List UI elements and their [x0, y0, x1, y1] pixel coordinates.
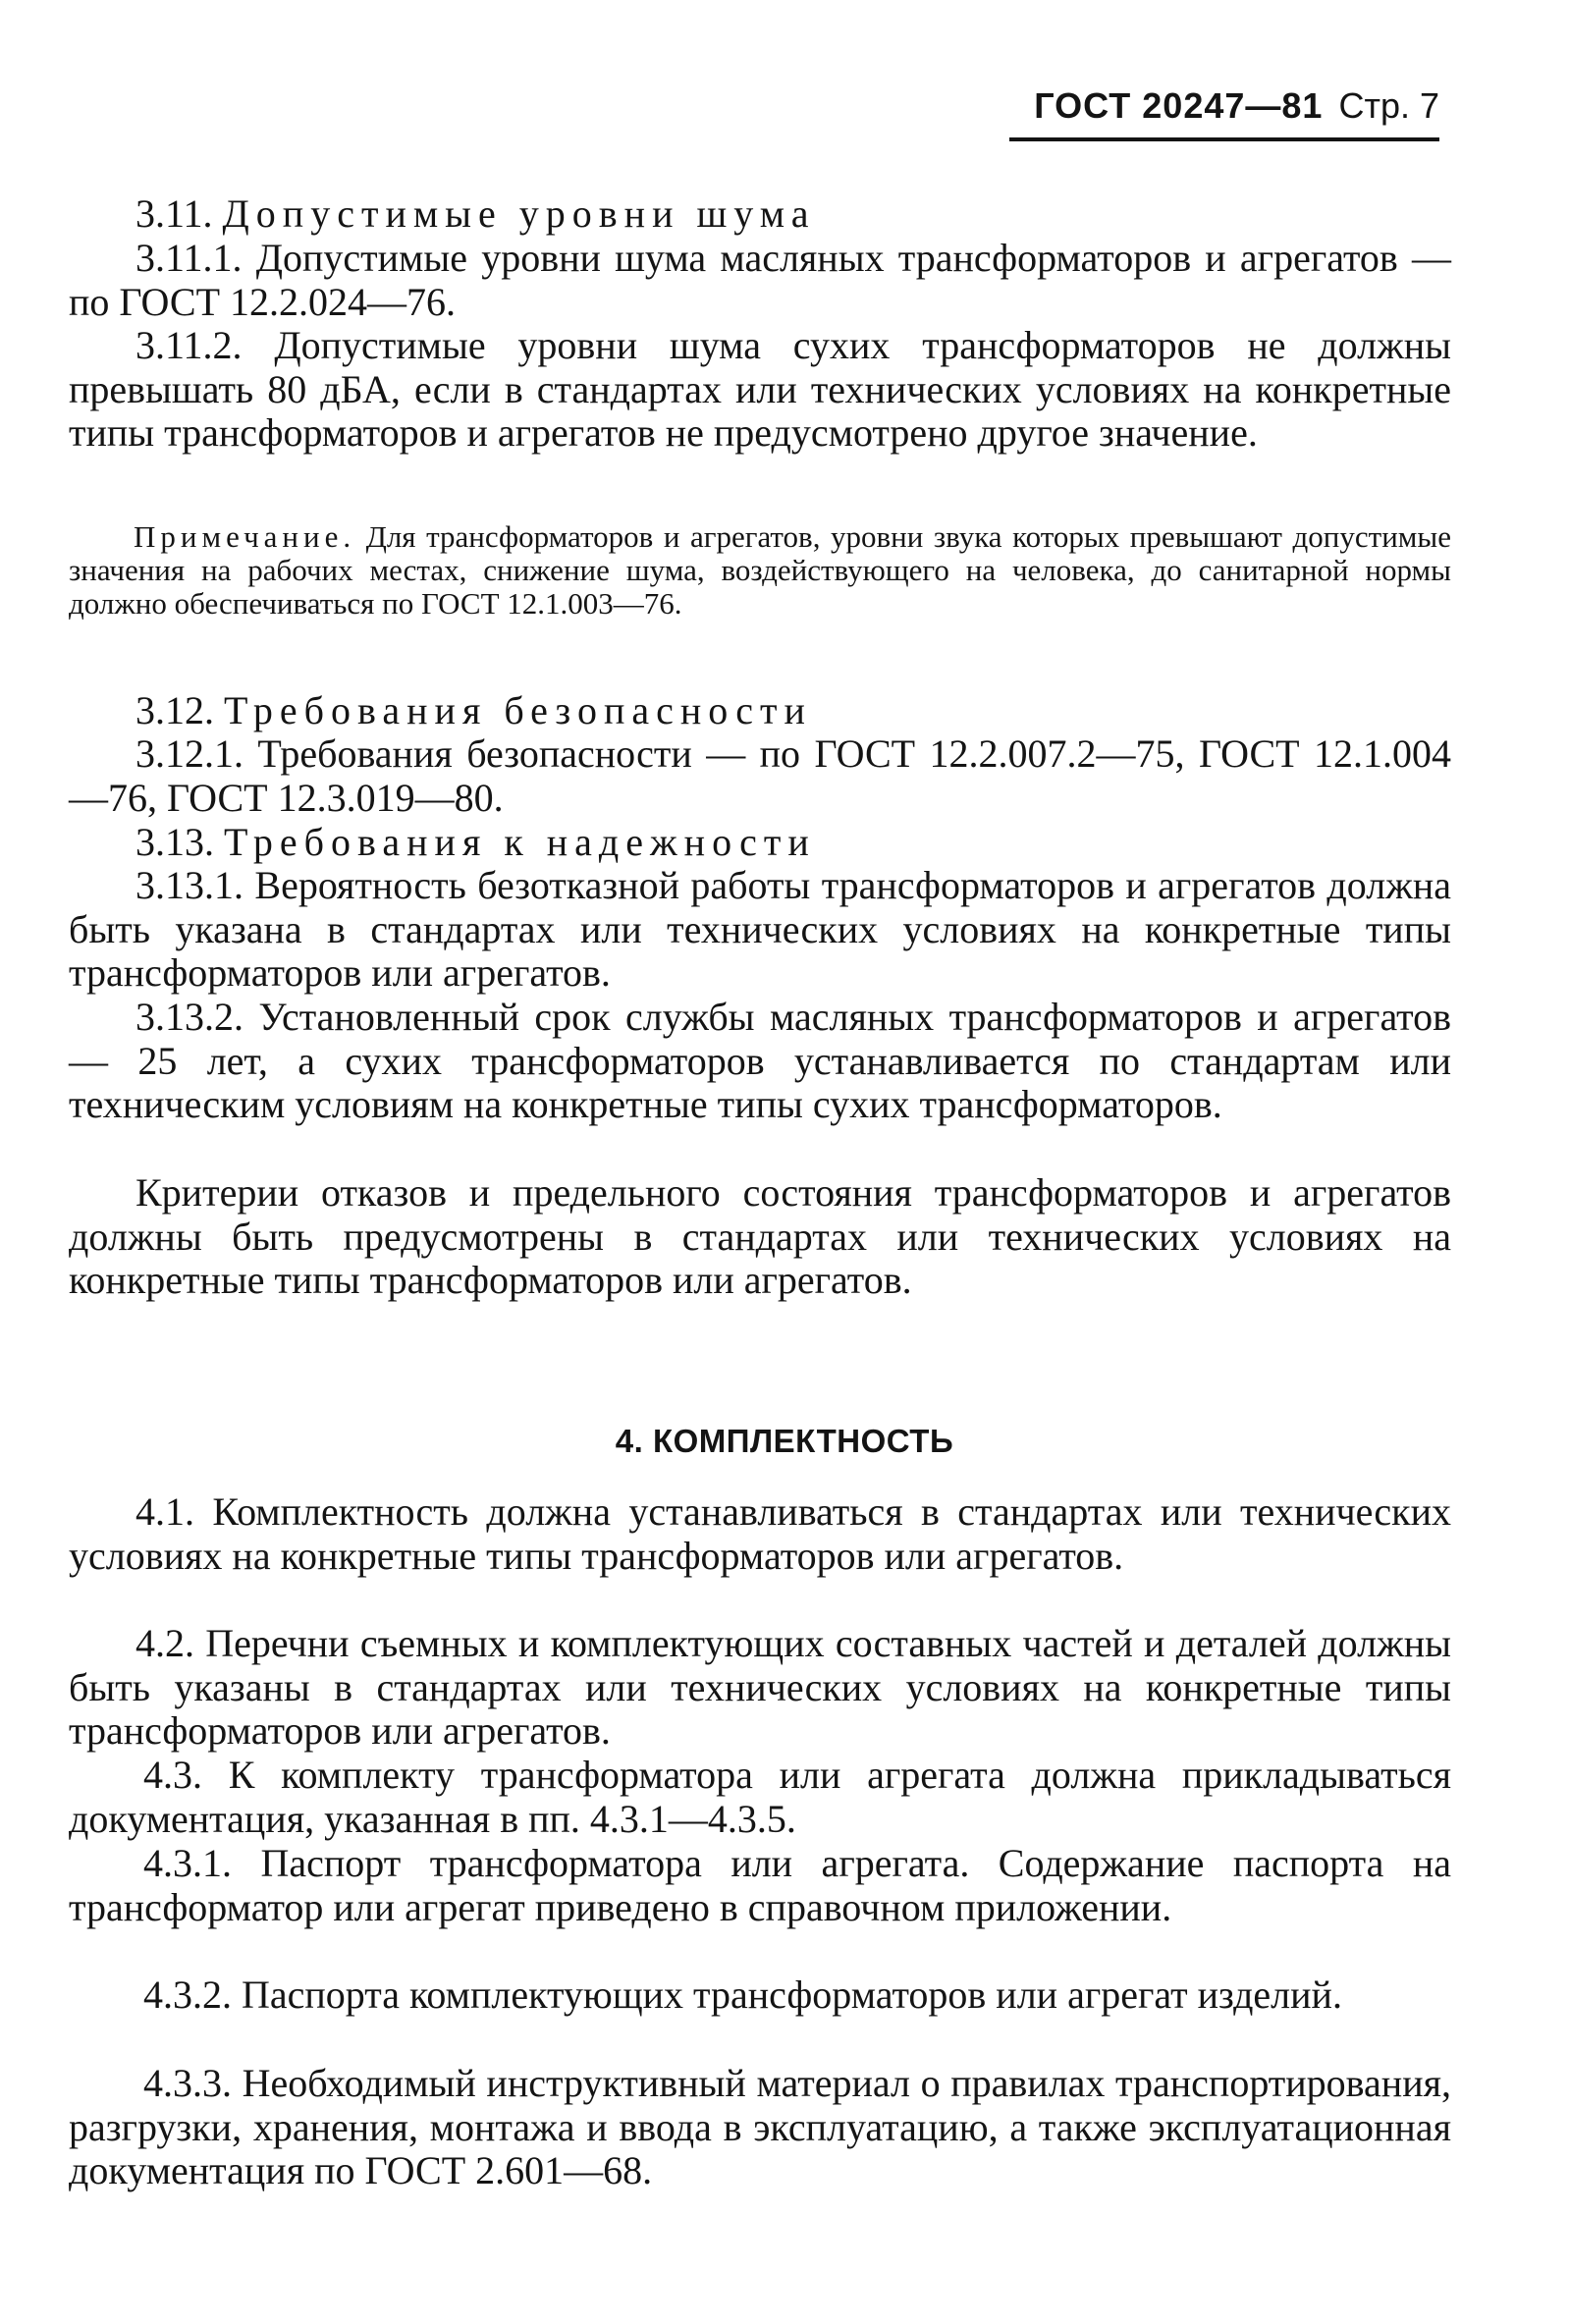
note: [69, 520, 1451, 621]
clause-4-3-1: 4.3.1. Паспорт трансформатора или агрегата. Содержание паспорта на трансформатор или агрегат приведено в справочном приложении.: [69, 1841, 1451, 1929]
clause-3-12-title: [69, 689, 1451, 733]
clause-4-3-2: 4.3.2. Паспорта комплектующих трансформаторов или агрегат изделий.: [143, 1973, 1342, 2017]
clause-3-11-1: 3.11.1. Допустимые уровни шума масляных трансформаторов и агрегатов — по ГОСТ 12.2.024—76.: [69, 236, 1451, 324]
header-rule: [1009, 137, 1439, 141]
clause-3-12-1: 3.12.1. Требования безопасности — по ГОСТ 12.2.007.2—75, ГОСТ 12.1.004—76, ГОСТ 12.3.019—80.: [69, 731, 1451, 820]
clause-number: 3.11.: [135, 191, 213, 236]
clause-title: Допустимые уровни шума: [222, 191, 816, 236]
clause-3-11-2: 3.11.2. Допустимые уровни шума сухих трансформаторов не должны превышать 80 дБА, если в стандартах или технических условиях на конкретные типы трансформаторов и агрегатов не предусмотрено другое значение.: [69, 323, 1451, 455]
page-header: [1007, 84, 1439, 128]
clause-4-2: 4.2. Перечни съемных и комплектующих составных частей и деталей должны быть указаны в стандартах или технических условиях на конкретные типы трансформаторов или агрегатов.: [69, 1621, 1451, 1753]
clause-number: 3.13.: [135, 820, 214, 864]
clause-4-3: 4.3. К комплекту трансформатора или агрегата должна прикладываться документация, указанная в пп. 4.3.1—4.3.5.: [69, 1753, 1451, 1841]
page-number: Стр. 7: [1338, 85, 1439, 126]
clause-3-13-2: 3.13.2. Установленный срок службы масляных трансформаторов и агрегатов — 25 лет, а сухих трансформаторов устанавливается по стандартам или техническим условиям на конкретные типы сухих трансформаторов.: [69, 995, 1451, 1126]
clause-3-11-title: [69, 192, 1451, 237]
clause-number: 3.12.: [135, 688, 214, 732]
clause-3-13-1: 3.13.1. Вероятность безотказной работы трансформаторов и агрегатов должна быть указана в стандартах или технических условиях на конкретные типы трансформаторов или агрегатов.: [69, 863, 1451, 995]
standard-number: ГОСТ 20247—81: [1034, 85, 1324, 126]
clause-title: Требования безопасности: [224, 688, 812, 732]
clause-4-3-3: 4.3.3. Необходимый инструктивный материал о правилах транспортирования, разгрузки, хранения, монтажа и ввода в эксплуатацию, а также эксплуатационная документация по ГОСТ 2.601—68.: [69, 2061, 1451, 2192]
clause-3-13-title: [69, 821, 1451, 865]
note-text: Для трансформаторов и агрегатов, уровни звука которых превышают допустимые значения на рабочих местах, снижение шума, воздействующего на человека, до санитарной нормы должно обеспечиваться по ГОСТ 12.1.003—76.: [69, 519, 1451, 621]
section-4-heading: 4. КОМПЛЕКТНОСТЬ: [615, 1423, 954, 1459]
note-label: Примечание.: [134, 519, 356, 554]
clause-title: Требования к надежности: [224, 820, 816, 864]
criteria-paragraph: Критерии отказов и предельного состояния трансформаторов и агрегатов должны быть предусмотрены в стандартах или технических условиях на конкретные типы трансформаторов или агрегатов.: [69, 1170, 1451, 1302]
clause-4-1: 4.1. Комплектность должна устанавливаться в стандартах или технических условиях на конкретные типы трансформаторов или агрегатов.: [69, 1489, 1451, 1578]
